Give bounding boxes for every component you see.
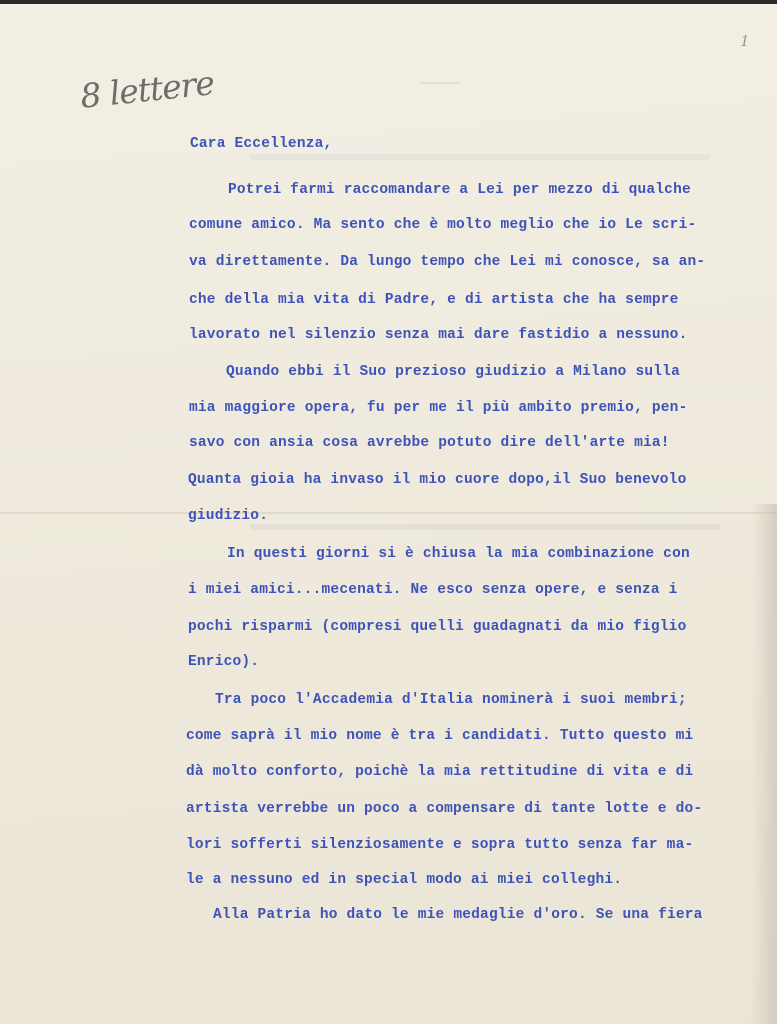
letter-line: Potrei farmi raccomandare a Lei per mezzo di qualche (228, 182, 691, 198)
letter-line: savo con ansia cosa avrebbe potuto dire dell'arte mia! (189, 435, 670, 451)
letter-line: va direttamente. Da lungo tempo che Lei mi conosce, sa an- (189, 254, 706, 270)
letter-salutation: Cara Eccellenza, (190, 136, 333, 152)
letter-line: Quanta gioia ha invaso il mio cuore dopo,il Suo benevolo (188, 472, 687, 488)
letter-line: lavorato nel silenzio senza mai dare fastidio a nessuno. (189, 327, 688, 343)
letter-line: come saprà il mio nome è tra i candidati. Tutto questo mi (186, 728, 694, 744)
letter-line: Alla Patria ho dato le mie medaglie d'oro. Se una fiera (213, 907, 703, 923)
letter-line: Quando ebbi il Suo prezioso giudizio a Milano sulla (226, 364, 680, 380)
page-number: 1 (740, 32, 750, 50)
letter-line: giudizio. (188, 508, 269, 524)
paper-fold (0, 512, 777, 514)
letter-line: comune amico. Ma sento che è molto meglio che io Le scri- (189, 217, 697, 233)
bleed-through-mark (250, 524, 720, 540)
letter-line: lori sofferti silenziosamente e sopra tutto senza far ma- (186, 837, 694, 853)
handwritten-note: 8 lettere (78, 63, 216, 116)
letter-line: mia maggiore opera, fu per me il più ambito premio, pen- (189, 400, 688, 416)
bleed-through-mark (250, 154, 710, 170)
letter-line: dà molto conforto, poichè la mia rettitudine di vita e di (186, 764, 694, 780)
letter-line: pochi risparmi (compresi quelli guadagnati da mio figlio (188, 619, 687, 635)
letter-line: le a nessuno ed in special modo ai miei colleghi. (186, 872, 623, 888)
letter-line: che della mia vita di Padre, e di artista che ha sempre (189, 292, 679, 308)
letter-line: In questi giorni si è chiusa la mia combinazione con (227, 546, 690, 562)
letter-line: Tra poco l'Accademia d'Italia nominerà i suoi membri; (215, 692, 687, 708)
bleed-through-mark (420, 82, 460, 94)
letter-line: i miei amici...mecenati. Ne esco senza opere, e senza i (188, 582, 678, 598)
letter-line: Enrico). (188, 654, 260, 670)
letter-page (0, 4, 777, 1024)
paper-edge-shadow (751, 504, 777, 1024)
letter-line: artista verrebbe un poco a compensare di tante lotte e do- (186, 801, 703, 817)
